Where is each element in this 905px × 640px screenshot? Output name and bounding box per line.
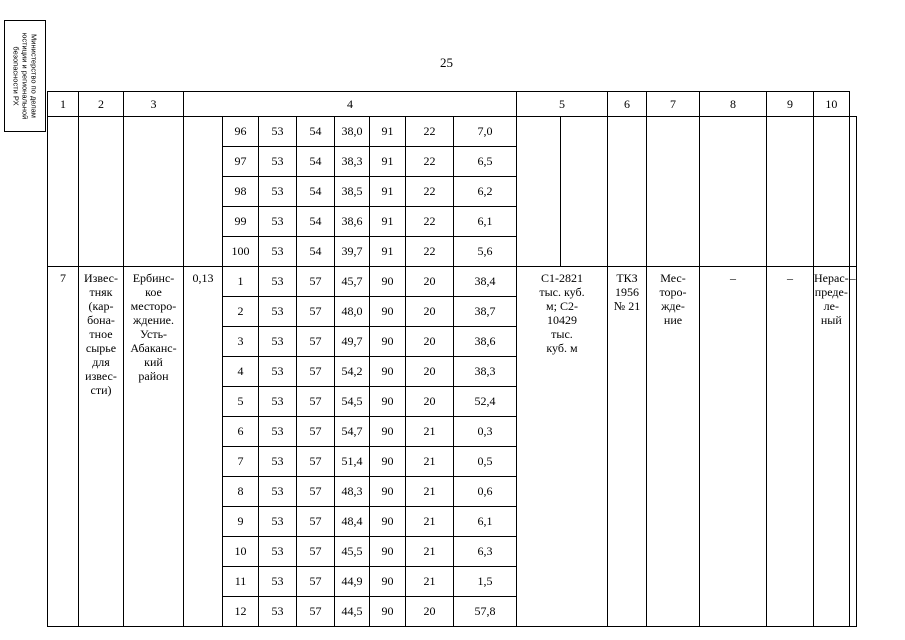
- reserves-text-line: 10429: [547, 313, 577, 327]
- coord-deg-e: 54: [297, 177, 335, 207]
- reserves-text: [517, 267, 608, 627]
- cell-area: [184, 117, 223, 267]
- point-number: 6: [223, 417, 259, 447]
- point-number: 8: [223, 477, 259, 507]
- coord-deg-e: 54: [297, 207, 335, 237]
- coord-deg-n: 53: [259, 417, 297, 447]
- coord-deg-e: 57: [297, 447, 335, 477]
- coord-deg-e2: 90: [370, 327, 406, 357]
- deposits-table: [47, 91, 857, 627]
- reserves-text-line: С1-2821: [541, 271, 583, 285]
- header-row: [48, 92, 857, 117]
- coord-deg-e2: 90: [370, 267, 406, 297]
- coord-deg-e: 57: [297, 507, 335, 537]
- coord-min-e: 20: [406, 297, 454, 327]
- reserves-text-line: тыс. куб.: [539, 285, 585, 299]
- coord-min-n: 44,5: [335, 597, 370, 627]
- coord-min-e: 20: [406, 357, 454, 387]
- deposit-type-line: Мес-: [660, 271, 686, 285]
- coord-min-e: 22: [406, 237, 454, 267]
- coord-min-n: 54,2: [335, 357, 370, 387]
- reserves-text-line: м; С2-: [546, 299, 578, 313]
- deposit-name-line: ждение.: [133, 313, 174, 327]
- coord-min-n: 54,7: [335, 417, 370, 447]
- coord-deg-n: 53: [259, 267, 297, 297]
- coord-min-e: 21: [406, 477, 454, 507]
- header-cell: 5: [517, 92, 608, 117]
- coord-deg-n: 53: [259, 207, 297, 237]
- stamp-line: безопасности РХ: [11, 46, 21, 106]
- coord-deg-e2: 90: [370, 597, 406, 627]
- coord-deg-n: 53: [259, 537, 297, 567]
- stamp-line: Министерство по делам: [29, 34, 39, 118]
- coord-deg-e2: 90: [370, 387, 406, 417]
- point-number: 96: [223, 117, 259, 147]
- coord-sec: 52,4: [454, 387, 517, 417]
- mineral-name-line: Извес-: [84, 271, 118, 285]
- coord-sec: 6,3: [454, 537, 517, 567]
- deposit-type: [647, 267, 700, 627]
- coord-deg-n: 53: [259, 297, 297, 327]
- stamp-line: юстиции и региональной: [20, 32, 30, 120]
- point-number: 11: [223, 567, 259, 597]
- point-number: 9: [223, 507, 259, 537]
- mineral-name-line: (кар-: [88, 299, 114, 313]
- point-number: 99: [223, 207, 259, 237]
- coord-deg-e2: 91: [370, 147, 406, 177]
- coord-deg-n: 53: [259, 147, 297, 177]
- coord-deg-n: 53: [259, 447, 297, 477]
- coord-sec: 5,6: [454, 237, 517, 267]
- cell-col8: [767, 117, 814, 267]
- coord-min-e: 21: [406, 417, 454, 447]
- coord-deg-e: 57: [297, 477, 335, 507]
- column-10-value: –: [849, 267, 856, 627]
- coord-min-e: 20: [406, 327, 454, 357]
- mineral-name-line: сырье: [85, 341, 117, 355]
- cell-deposit: [124, 117, 184, 267]
- coord-min-n: 38,3: [335, 147, 370, 177]
- point-number: 10: [223, 537, 259, 567]
- header-cell: 2: [79, 92, 124, 117]
- coord-min-e: 21: [406, 507, 454, 537]
- deposit-name-line: месторо-: [130, 299, 177, 313]
- source-text-line: 1956: [615, 285, 639, 299]
- coord-sec: 0,3: [454, 417, 517, 447]
- coord-sec: 0,5: [454, 447, 517, 477]
- coord-sec: 6,5: [454, 147, 517, 177]
- cell-source: [608, 117, 647, 267]
- coord-deg-e: 57: [297, 597, 335, 627]
- coord-sec: 38,3: [454, 357, 517, 387]
- table-row: [48, 117, 857, 147]
- point-number: 3: [223, 327, 259, 357]
- point-number: 1: [223, 267, 259, 297]
- stamp-text: [12, 33, 39, 120]
- deposit-name-line: Абаканс-: [130, 341, 177, 355]
- point-number: 7: [223, 447, 259, 477]
- coord-deg-e2: 90: [370, 297, 406, 327]
- coord-deg-e: 57: [297, 327, 335, 357]
- deposit-name-line: район: [138, 369, 169, 383]
- coord-sec: 6,1: [454, 507, 517, 537]
- coord-deg-n: 53: [259, 357, 297, 387]
- coord-deg-e: 57: [297, 357, 335, 387]
- coord-min-n: 45,5: [335, 537, 370, 567]
- point-number: 12: [223, 597, 259, 627]
- coord-min-n: 45,7: [335, 267, 370, 297]
- user-text: [814, 267, 850, 627]
- mineral-name-line: для: [92, 355, 110, 369]
- coord-deg-e: 57: [297, 537, 335, 567]
- coord-deg-e2: 90: [370, 537, 406, 567]
- coord-deg-e: 54: [297, 147, 335, 177]
- deposit-name-line: Ербинс-: [132, 271, 175, 285]
- coord-min-n: 48,0: [335, 297, 370, 327]
- coord-min-n: 48,3: [335, 477, 370, 507]
- cell-mineral: [79, 117, 124, 267]
- coord-min-n: 44,9: [335, 567, 370, 597]
- coord-min-n: 38,0: [335, 117, 370, 147]
- header-cell: 10: [814, 92, 850, 117]
- coord-deg-e2: 91: [370, 237, 406, 267]
- deposit-type-line: ние: [663, 313, 683, 327]
- header-cell: 6: [608, 92, 647, 117]
- coord-deg-e2: 90: [370, 417, 406, 447]
- mineral-name-line: бона-: [87, 313, 115, 327]
- column-7-value: –: [700, 267, 767, 627]
- coord-min-n: 38,5: [335, 177, 370, 207]
- coord-deg-e2: 91: [370, 207, 406, 237]
- coord-deg-n: 53: [259, 387, 297, 417]
- entry-number: 7: [48, 267, 79, 627]
- coord-min-e: 22: [406, 177, 454, 207]
- deposit-name: [124, 267, 184, 627]
- header-cell: 4: [184, 92, 517, 117]
- coord-deg-e: 57: [297, 417, 335, 447]
- coord-deg-n: 53: [259, 177, 297, 207]
- deposit-area: 0,13: [184, 267, 223, 627]
- coord-deg-n: 53: [259, 327, 297, 357]
- header-cell: 7: [647, 92, 700, 117]
- header-cell: 1: [48, 92, 79, 117]
- point-number: 5: [223, 387, 259, 417]
- coord-min-e: 22: [406, 117, 454, 147]
- coord-sec: 38,7: [454, 297, 517, 327]
- coord-deg-n: 53: [259, 507, 297, 537]
- coord-deg-e: 57: [297, 267, 335, 297]
- cell-col7: [700, 117, 767, 267]
- coord-sec: 6,2: [454, 177, 517, 207]
- coord-deg-n: 53: [259, 567, 297, 597]
- user-text-line: Нерас-: [814, 271, 849, 285]
- cell-num: [48, 117, 79, 267]
- coord-min-e: 20: [406, 267, 454, 297]
- coord-min-n: 51,4: [335, 447, 370, 477]
- coord-deg-n: 53: [259, 237, 297, 267]
- coord-deg-n: 53: [259, 597, 297, 627]
- reserves-text-line: куб. м: [546, 341, 578, 355]
- coord-deg-e: 57: [297, 567, 335, 597]
- cell-type: [647, 117, 700, 267]
- coord-min-e: 21: [406, 447, 454, 477]
- cell-reserves-b: [561, 117, 608, 267]
- coord-deg-e2: 90: [370, 507, 406, 537]
- coord-min-n: 38,6: [335, 207, 370, 237]
- coord-deg-e2: 91: [370, 117, 406, 147]
- user-text-line: ле-: [823, 299, 839, 313]
- mineral-name-line: извес-: [85, 369, 117, 383]
- point-number: 4: [223, 357, 259, 387]
- deposit-name-line: кое: [145, 285, 162, 299]
- coord-min-n: 49,7: [335, 327, 370, 357]
- coord-sec: 38,4: [454, 267, 517, 297]
- user-text-line: ный: [820, 313, 842, 327]
- header-cell: 9: [767, 92, 814, 117]
- point-number: 100: [223, 237, 259, 267]
- point-number: 2: [223, 297, 259, 327]
- coord-deg-e2: 90: [370, 447, 406, 477]
- point-number: 98: [223, 177, 259, 207]
- coord-sec: 0,6: [454, 477, 517, 507]
- coord-min-e: 22: [406, 147, 454, 177]
- page-number: 25: [440, 55, 453, 70]
- header-cell: 8: [700, 92, 767, 117]
- coord-min-n: 39,7: [335, 237, 370, 267]
- column-8-value: –: [767, 267, 814, 627]
- mineral-name-line: тное: [89, 327, 113, 341]
- coord-deg-n: 53: [259, 477, 297, 507]
- mineral-name-line: тняк: [89, 285, 113, 299]
- coord-min-e: 22: [406, 207, 454, 237]
- source-text-line: ТКЗ: [616, 271, 638, 285]
- registration-stamp: [4, 20, 46, 132]
- table-row: [48, 267, 857, 297]
- user-text-line: преде-: [814, 285, 848, 299]
- header-cell: 3: [124, 92, 184, 117]
- coord-deg-e: 54: [297, 117, 335, 147]
- coord-min-n: 54,5: [335, 387, 370, 417]
- source-text: [608, 267, 647, 627]
- cell-col10: [849, 117, 856, 267]
- coord-deg-e: 54: [297, 237, 335, 267]
- source-text-line: № 21: [613, 299, 641, 313]
- coord-deg-e2: 90: [370, 567, 406, 597]
- coord-min-e: 20: [406, 387, 454, 417]
- deposit-type-line: торо-: [659, 285, 687, 299]
- coord-deg-e: 57: [297, 387, 335, 417]
- coord-sec: 38,6: [454, 327, 517, 357]
- deposit-name-line: Усть-: [139, 327, 168, 341]
- coord-sec: 6,1: [454, 207, 517, 237]
- coord-min-e: 20: [406, 597, 454, 627]
- mineral-name: [79, 267, 124, 627]
- deposit-name-line: кий: [144, 355, 163, 369]
- coord-deg-e: 57: [297, 297, 335, 327]
- cell-reserves-a: [517, 117, 561, 267]
- coord-min-e: 21: [406, 567, 454, 597]
- coord-deg-e2: 90: [370, 477, 406, 507]
- coord-min-e: 21: [406, 537, 454, 567]
- mineral-name-line: сти): [90, 383, 112, 397]
- deposit-type-line: жде-: [661, 299, 685, 313]
- coord-deg-e2: 91: [370, 177, 406, 207]
- reserves-text-line: тыс.: [551, 327, 573, 341]
- coord-min-n: 48,4: [335, 507, 370, 537]
- cell-user: [814, 117, 850, 267]
- point-number: 97: [223, 147, 259, 177]
- coord-sec: 1,5: [454, 567, 517, 597]
- coord-sec: 57,8: [454, 597, 517, 627]
- coord-deg-e2: 90: [370, 357, 406, 387]
- coord-deg-n: 53: [259, 117, 297, 147]
- coord-sec: 7,0: [454, 117, 517, 147]
